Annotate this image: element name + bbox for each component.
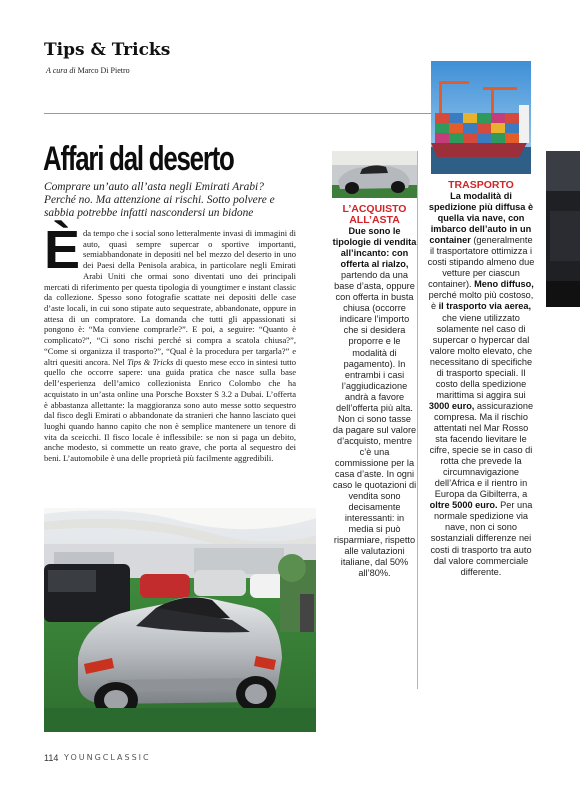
body-part-2: di questo mese ecco in sintesi tutto quello che occorre sapere: una guida pratica che nasce sulla base dell’esperienza dell’amico collezionista Enrico Colombo che ha acquistato in un’asta online una Porsche Boxster S 3.2 a Dubai. L’offerta è abbastanza allettante: la maggioranza sono auto messe sotto sequestro dal fisco degli Emirati o abbandonate da stranieri che hanno lasciato quei luoghi quando hanno capito che non è semplice mantenere un tenore di vita da sceicchi. Il fisco locale è inflessibile: se non si paga un debito, anche modesto, si commette un reato grave, che porta al sequestro dei beni. L’automobile è una delle proprietà più facilmente aggredibili. (44, 356, 297, 464)
sidebar-trasporto-text-3: che viene utilizzato solamente nel caso di supercar o hypercar dal valore molto elevato, che necessitano di specifiche di trasporto speciali. Il costo della spedizione marittima si aggira sui (429, 312, 533, 400)
article-paragraph (44, 220, 297, 464)
sidebar-acquisto-asta (332, 151, 418, 689)
sidebar-trasporto-text-2: perché molto più costoso, è (428, 290, 534, 312)
photo-boxster-thumb (332, 151, 417, 198)
byline (46, 66, 130, 75)
sidebar-asta-heading: L’ACQUISTO ALL’ASTA (342, 203, 407, 226)
photo-edge-crop (546, 151, 580, 307)
sidebar-trasporto-bold-1: La modalità di spedizione più diffusa è quella via nave, con imbarco dell’auto in un container (428, 191, 534, 246)
byline-author: Marco Di Pietro (77, 66, 130, 75)
section-title: Tips & Tricks (44, 40, 171, 60)
magazine-name: YOUNGCLASSIC (64, 753, 151, 762)
sidebar-trasporto-text-5: Per una normale spedizione via nave, non ci sono sostanziali differenze nei costi di trasporto tra auto dal valore commerciale differente. (430, 500, 533, 577)
body-part-1: da tempo che i social sono letteralmente invasi di immagini di auto, quasi sempre supercar o sportive importanti, semiabbandonate in depositi nel bel mezzo del deserto in uno dei Paesi della Penisola arabica, in particolare negli Emirati Arabi Uniti che ormai sono diventati uno dei principali mercati di riferimento per questa tipologia di youngtimer e instant classic da collezione. Spesso sono fotografie scattate nei depositi delle case d’aste locali, in cui sono stipate auto sequestrate, abbandonate, oppure in attesa di un compratore. La domanda che tutti gli appassionati si pongono è: “Ma conviene comprarle?”. E poi, a seguire: “Quanto è complicato?”, “Ci sono rischi perché si compra a scatola chiusa?”, “Come si organizza il trasporto?”, “Qual è la procedura per targarla?” e altri quesiti ancora. Nel (44, 228, 296, 367)
article-title: Affari dal deserto (43, 140, 234, 178)
page-number: 114 (44, 753, 59, 763)
sidebar-trasporto (427, 61, 535, 578)
header-rule (44, 113, 478, 114)
sidebar-trasporto-bold-2: Meno diffuso, (474, 279, 534, 290)
sidebar-trasporto-bold-4: 3000 euro, (428, 400, 475, 411)
photo-container-ship (431, 61, 531, 174)
sidebar-trasporto-bold-5: oltre 5000 euro. (429, 500, 498, 511)
photo-porsche-boxster (44, 508, 316, 732)
body-section-name: Tips & Tricks (127, 356, 174, 367)
sidebar-trasporto-bold-3: il trasporto via aerea, (438, 301, 532, 312)
article-standfirst: Comprare un’auto all’asta negli Emirati Arabi? Perché no. Ma attenzione ai rischi. Sotto polvere e sabbia potrebbe infatti nascondersi un bidone (44, 181, 275, 219)
sidebar-asta-bold-1: Due sono le tipologie di vendita all’incanto: con offerta al rialzo, (332, 226, 417, 270)
sidebar-trasporto-text-1: (generalmente il trasportatore ottimizza i costi stipando almeno due vetture per ciascun container). (427, 235, 535, 290)
sidebar-asta-text-1: partendo da una base d’asta, oppure con offerta in busta chiusa (occorre indicare l’importo che si desidera proporre e le modalità di pagamento). In entrambi i casi l’aggiudicazione andrà a favore dell’offerta più alta. Non ci sono tasse da pagare sul valore d’acquisto, mentre c’è una commissione per la casa d’aste. In ogni caso le quotazioni di vendita sono decisamente interessanti: in media si può risparmiare, rispetto alle valutazioni italiane, dal 50% all’80%. (332, 270, 417, 579)
byline-prefix: A cura di (46, 66, 76, 75)
drop-cap: È (44, 220, 81, 280)
sidebar-trasporto-heading: TRASPORTO (448, 179, 514, 191)
article-body (44, 220, 297, 464)
sidebar-trasporto-text-4: assicurazione compresa. Ma il rischio attentati nel Mar Rosso sta facendo lievitare le cifre, specie se in caso di rotta che prevede la circumnavigazione dell’Africa e il rientro in Europa da Gibilterra, a (429, 400, 534, 500)
